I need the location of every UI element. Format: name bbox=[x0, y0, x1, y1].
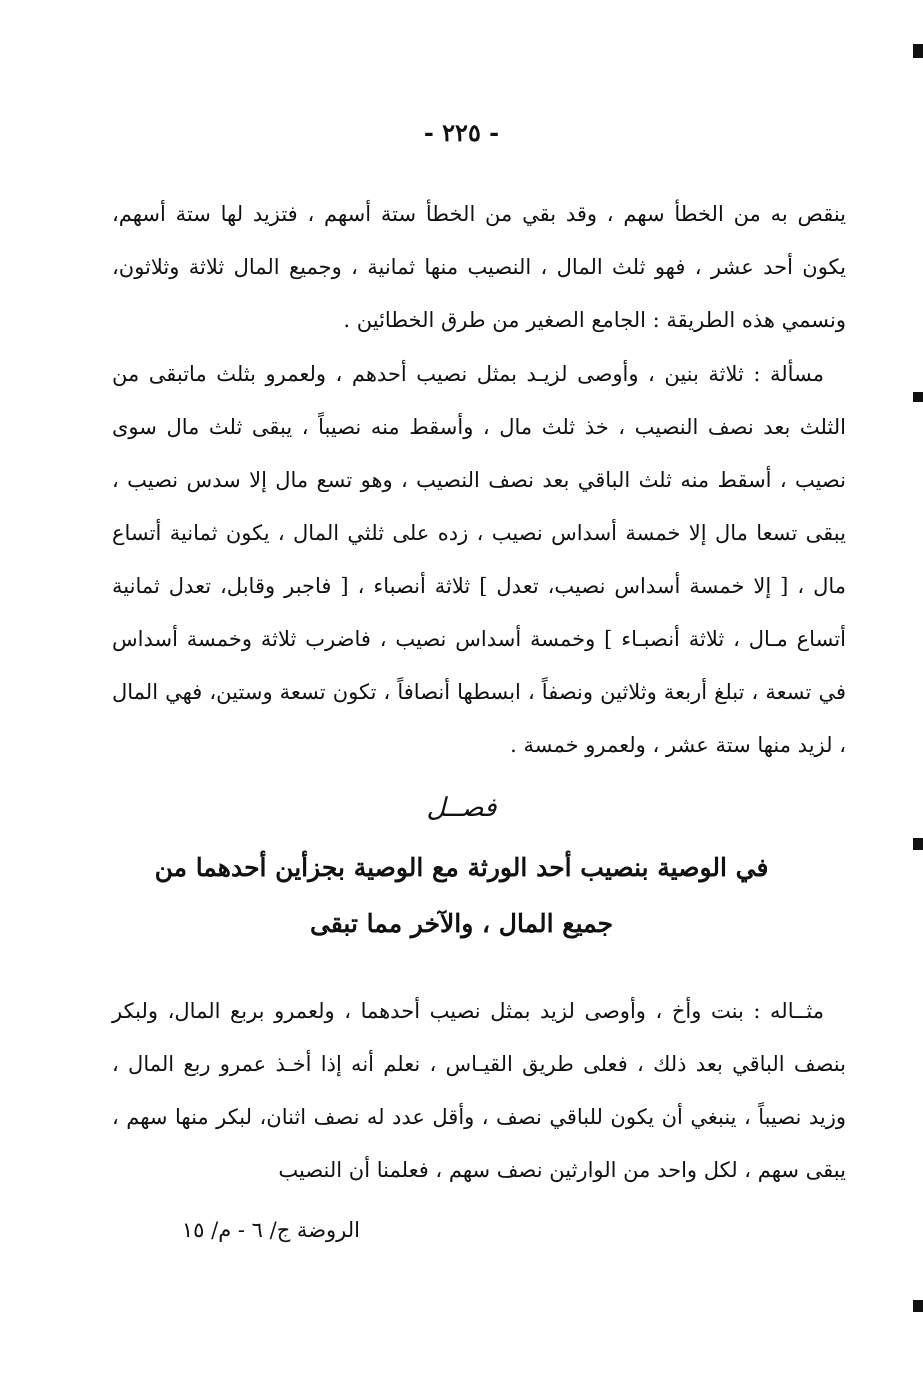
paragraph-example bbox=[112, 985, 846, 1197]
edge-mark bbox=[913, 1300, 923, 1312]
paragraph-3-text: مثــاله : بنت وأخ ، وأوصى لزيد بمثل نصيب أحدهما ، ولعمرو بربع المال، ولبكر بنصف الباقي بعد ذلك ، فعلى طريق القيـاس ، نعلم أنه إذا أخـذ عمرو ربع المال ، وزيد نصيباً ، ينبغي أن يكون للباقي نصف ، وأقل عدد له نصف اثنان، لبكر منها سهم ، يبقى سهم ، لكل واحد من الوارثين نصف سهم ، فعلمنا أن النصيب bbox=[112, 999, 846, 1182]
page-number: - ٢٢٥ - bbox=[423, 118, 500, 147]
paragraph-continuation bbox=[112, 188, 846, 347]
section-heading: في الوصية بنصيب أحد الورثة مع الوصية بجزأين أحدهما من جميع المال ، والآخر مما تبقى bbox=[154, 853, 769, 938]
paragraph-2-text: مسألة : ثلاثة بنين ، وأوصى لزيـد بمثل نصيب أحدهم ، ولعمرو بثلث ماتبقى من الثلث بعد نصف النصيب ، خذ ثلث مال ، وأسقط منه نصيباً ، يبقى ثلث مال سوى نصيب ، أسقط منه ثلث الباقي بعد نصف النصيب ، وهو تسع مال إلا سدس نصيب ، يبقى تسعا مال إلا خمسة أسداس نصيب ، زده على ثلثي المال ، يكون ثمانية أتساع مال ، [ إلا خمسة أسداس نصيب، تعدل ] ثلاثة أنصباء ، [ فاجبر وقابل، تعدل ثمانية أتساع مـال ، ثلاثة أنصبـاء ] وخمسة أسداس نصيب ، فاضرب ثلاثة وخمسة أسداس في تسعة ، تبلغ أربعة وثلاثين ونصفاً ، ابسطها أنصافاً ، تكون تسعة وستين، فهي المال ، لزيد منها ستة عشر ، ولعمرو خمسة . bbox=[112, 362, 846, 757]
edge-mark bbox=[913, 838, 923, 850]
edge-mark bbox=[913, 44, 923, 58]
footer-signature: الروضة ج/ ٦ - م/ ١٥ bbox=[181, 1218, 360, 1242]
paragraph-1-text: ينقص به من الخطأ سهم ، وقد بقي من الخطأ ستة أسهم ، فتزيد لها ستة أسهم، يكون أحد عشر ، فهو ثلث المال ، النصيب منها ثمانية ، وجميع المال ثلاثة وثلاثون، ونسمي هذه الطريقة : الجامع الصغير من طرق الخطائين . bbox=[112, 202, 846, 332]
edge-mark bbox=[913, 392, 923, 402]
paragraph-problem bbox=[112, 348, 846, 772]
section-label: فصــل bbox=[426, 793, 497, 823]
